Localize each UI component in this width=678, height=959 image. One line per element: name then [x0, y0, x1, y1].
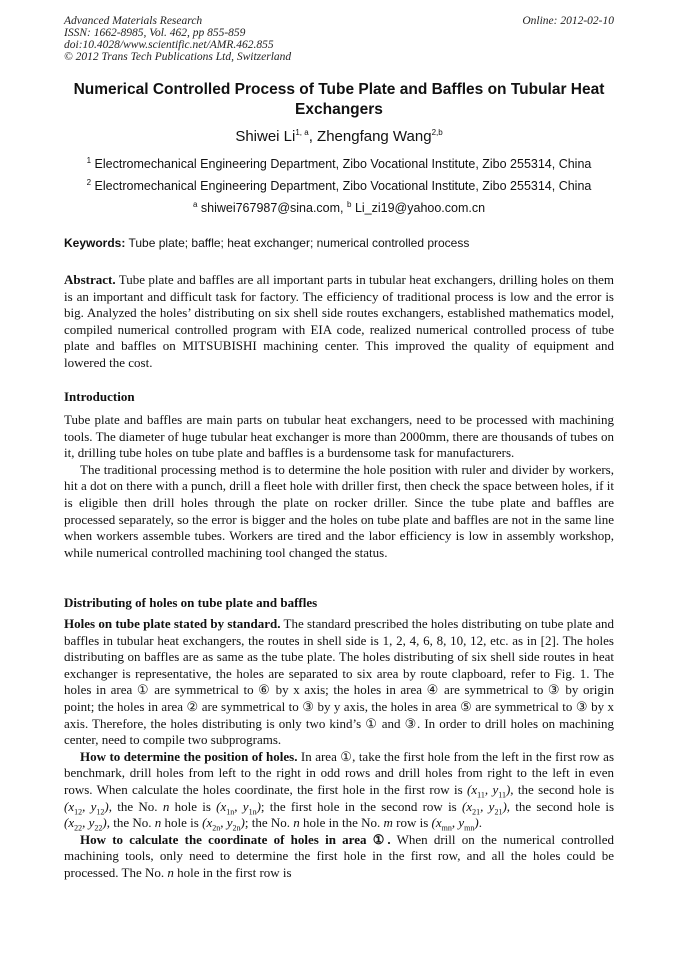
- abstract: [64, 272, 614, 372]
- intro-heading: Introduction: [64, 389, 135, 404]
- affiliation-2-sup: 2: [86, 177, 92, 187]
- keywords-text: Tube plate; baffle; heat exchanger; numerical controlled process: [128, 236, 470, 250]
- position-text-i: ; the No.: [244, 815, 290, 831]
- var-n-4: n: [167, 864, 174, 880]
- section2-paragraph-3: [64, 832, 614, 882]
- doi-line: doi:10.4028/www.scientific.net/AMR.462.855: [64, 39, 274, 51]
- position-text-b: , the second hole is: [510, 781, 614, 797]
- position-text-f: , the second hole is: [506, 798, 615, 814]
- abstract-label: Abstract.: [64, 272, 116, 287]
- calc-label: How to calculate the coordinate of holes in area ①.: [80, 831, 391, 847]
- var-n-2: n: [154, 815, 162, 831]
- calc-text: When drill on the numerical controlled machining tools, only need to determine the first hole in the first row, and all the holes could be processed. The No.: [64, 831, 615, 880]
- author-1-sup: 1, a: [295, 128, 309, 137]
- intro-body: [64, 412, 614, 561]
- position-text-g: , the No.: [106, 815, 152, 831]
- intro-paragraph-2: The traditional processing method is to determine the hole position with ruler and divider by workers, hit a dot on there with a punch, drill a fleet hole with driller first, then check the space between holes, if it is eligible then drill holes through the plate on rocker driller. Since the tube plate and baffles are processed separately, so the error is bigger and the holes on tube plate and baffles are not in the same line when workers assemble tubes. Workers are tired and the labor efficiency is low in assembly workshop, while numerical controlled machining tool changed the status.: [64, 461, 614, 560]
- affiliation-1-sup: 1: [86, 155, 92, 165]
- affiliation-1: [64, 156, 614, 172]
- coord-x21-y21: ($x_{21}$, $y_{21}$): [462, 798, 507, 817]
- affiliation-2-text: Electromechanical Engineering Department, Zibo Vocational Institute, Zibo 255314, China: [94, 179, 592, 193]
- coord-xmn-ymn: ($x_{mn}$, $y_{mn}$): [431, 815, 479, 833]
- position-text-h: hole is: [164, 815, 199, 831]
- section2-body: [64, 616, 614, 882]
- affiliation-2: [64, 178, 614, 194]
- email-a-sup: a: [192, 199, 198, 209]
- coord-x2n-y2n: ($x_{2n}$, $y_{2n}$): [202, 815, 245, 833]
- var-m: m: [383, 815, 393, 831]
- issn-line: ISSN: 1662-8985, Vol. 462, pp 855-859: [64, 27, 246, 39]
- journal-header: [64, 15, 291, 63]
- section2-paragraph-1: [64, 616, 614, 749]
- intro-paragraph-1: Tube plate and baffles are main parts on tubular heat exchangers, need to be processed with machining tools. The diameter of huge tubular heat exchanger is more than 2000mm, there are thousands of tubes on it, drilling tube holes on tube plate and baffles is a burdensome task for manufacturers.: [64, 412, 614, 461]
- position-text-a: In area ①, take the first hole from the left in the first row as benchmark, drill holes from left to the right in odd rows and drill holes from right to the left in even rows. When calculate the holes coordinate, the first hole in the first row is: [64, 748, 615, 797]
- position-text-k: row is: [396, 815, 429, 831]
- paper-title: Numerical Controlled Process of Tube Plate and Baffles on Tubular Heat Exchangers: [73, 81, 605, 118]
- keywords-label: Keywords:: [64, 236, 126, 250]
- keywords: [64, 235, 614, 251]
- position-text-j: hole in the No.: [302, 815, 381, 831]
- section2-paragraph-2: [64, 749, 614, 832]
- coord-x22-y22: ($x_{22}$, $y_{22}$): [64, 815, 107, 833]
- var-n-3: n: [293, 815, 300, 831]
- email-line: [64, 200, 614, 216]
- calc-text-end: hole in the first row is: [177, 864, 292, 880]
- author-1: Shiwei Li: [235, 128, 296, 145]
- journal-name: Advanced Materials Research: [64, 15, 203, 27]
- author-line: [64, 128, 614, 146]
- position-text-d: hole is: [174, 798, 211, 814]
- abstract-text: Tube plate and baffles are all important parts in tubular heat exchangers, drilling holes on them is an important and difficult task for factory. The efficiency of traditional process is low and the error is big. Analyzed the holes’ distributing on six shell side routes exchangers, established mathematics model, compiled numerical controlled program with EIA code, realized numerical controlled process of tube plate and baffles on MITSUBISHI machining center. This improved the quality of equipment and lowered the cost.: [64, 272, 614, 370]
- coord-x1n-y1n: ($x_{1n}$, $y_{1n}$): [216, 798, 261, 817]
- author-separator: ,: [308, 128, 318, 145]
- author-2: Zhengfang Wang: [317, 128, 432, 145]
- position-text-e: ; the first hole in the second row is: [260, 798, 457, 814]
- section2-heading: Distributing of holes on tube plate and baffles: [64, 595, 318, 610]
- email-a[interactable]: shiwei767987@sina.com,: [200, 201, 344, 215]
- standard-label: Holes on tube plate stated by standard.: [64, 616, 281, 631]
- coord-x12-y12: ($x_{12}$, $y_{12}$): [64, 798, 109, 817]
- author-2-sup: 2,b: [431, 128, 443, 137]
- email-b[interactable]: Li_zi19@yahoo.com.cn: [354, 201, 486, 215]
- standard-text: The standard prescribed the holes distributing on tube plate and baffles in tubular heat exchangers, the routes in shell side is 1, 2, 4, 6, 8, 10, 12, etc. as in [2]. The holes distributing on baffles are as same as the tube plate. The holes distributing of six shell side routes in heat exchanger is representative, the holes are separated to six area by route clapboard, refer to Fig. 1. The holes in area ① are symmetrical to ⑥ by x axis; the holes in area ④ are symmetrical to ③ by origin point; the holes in area ② are symmetrical to ③ by y axis, the holes in area ⑤ are symmetrical to ③ by x axis. Therefore, the holes distributing is only two kind’s ① and ③. In order to drill holes on machining center, need to compile two subprograms.: [64, 616, 615, 748]
- var-n: n: [162, 798, 170, 814]
- online-date: Online: 2012-02-10: [522, 15, 614, 27]
- email-b-sup: b: [347, 199, 352, 209]
- coord-x11-y11: ($x_{11}$, $y_{11}$): [467, 781, 511, 800]
- affiliation-1-text: Electromechanical Engineering Department, Zibo Vocational Institute, Zibo 255314, China: [94, 157, 592, 171]
- position-label: How to determine the position of holes.: [80, 748, 298, 764]
- position-text-end: .: [478, 815, 482, 831]
- position-text-c: , the No.: [108, 798, 158, 814]
- copyright-line: © 2012 Trans Tech Publications Ltd, Switzerland: [64, 51, 292, 63]
